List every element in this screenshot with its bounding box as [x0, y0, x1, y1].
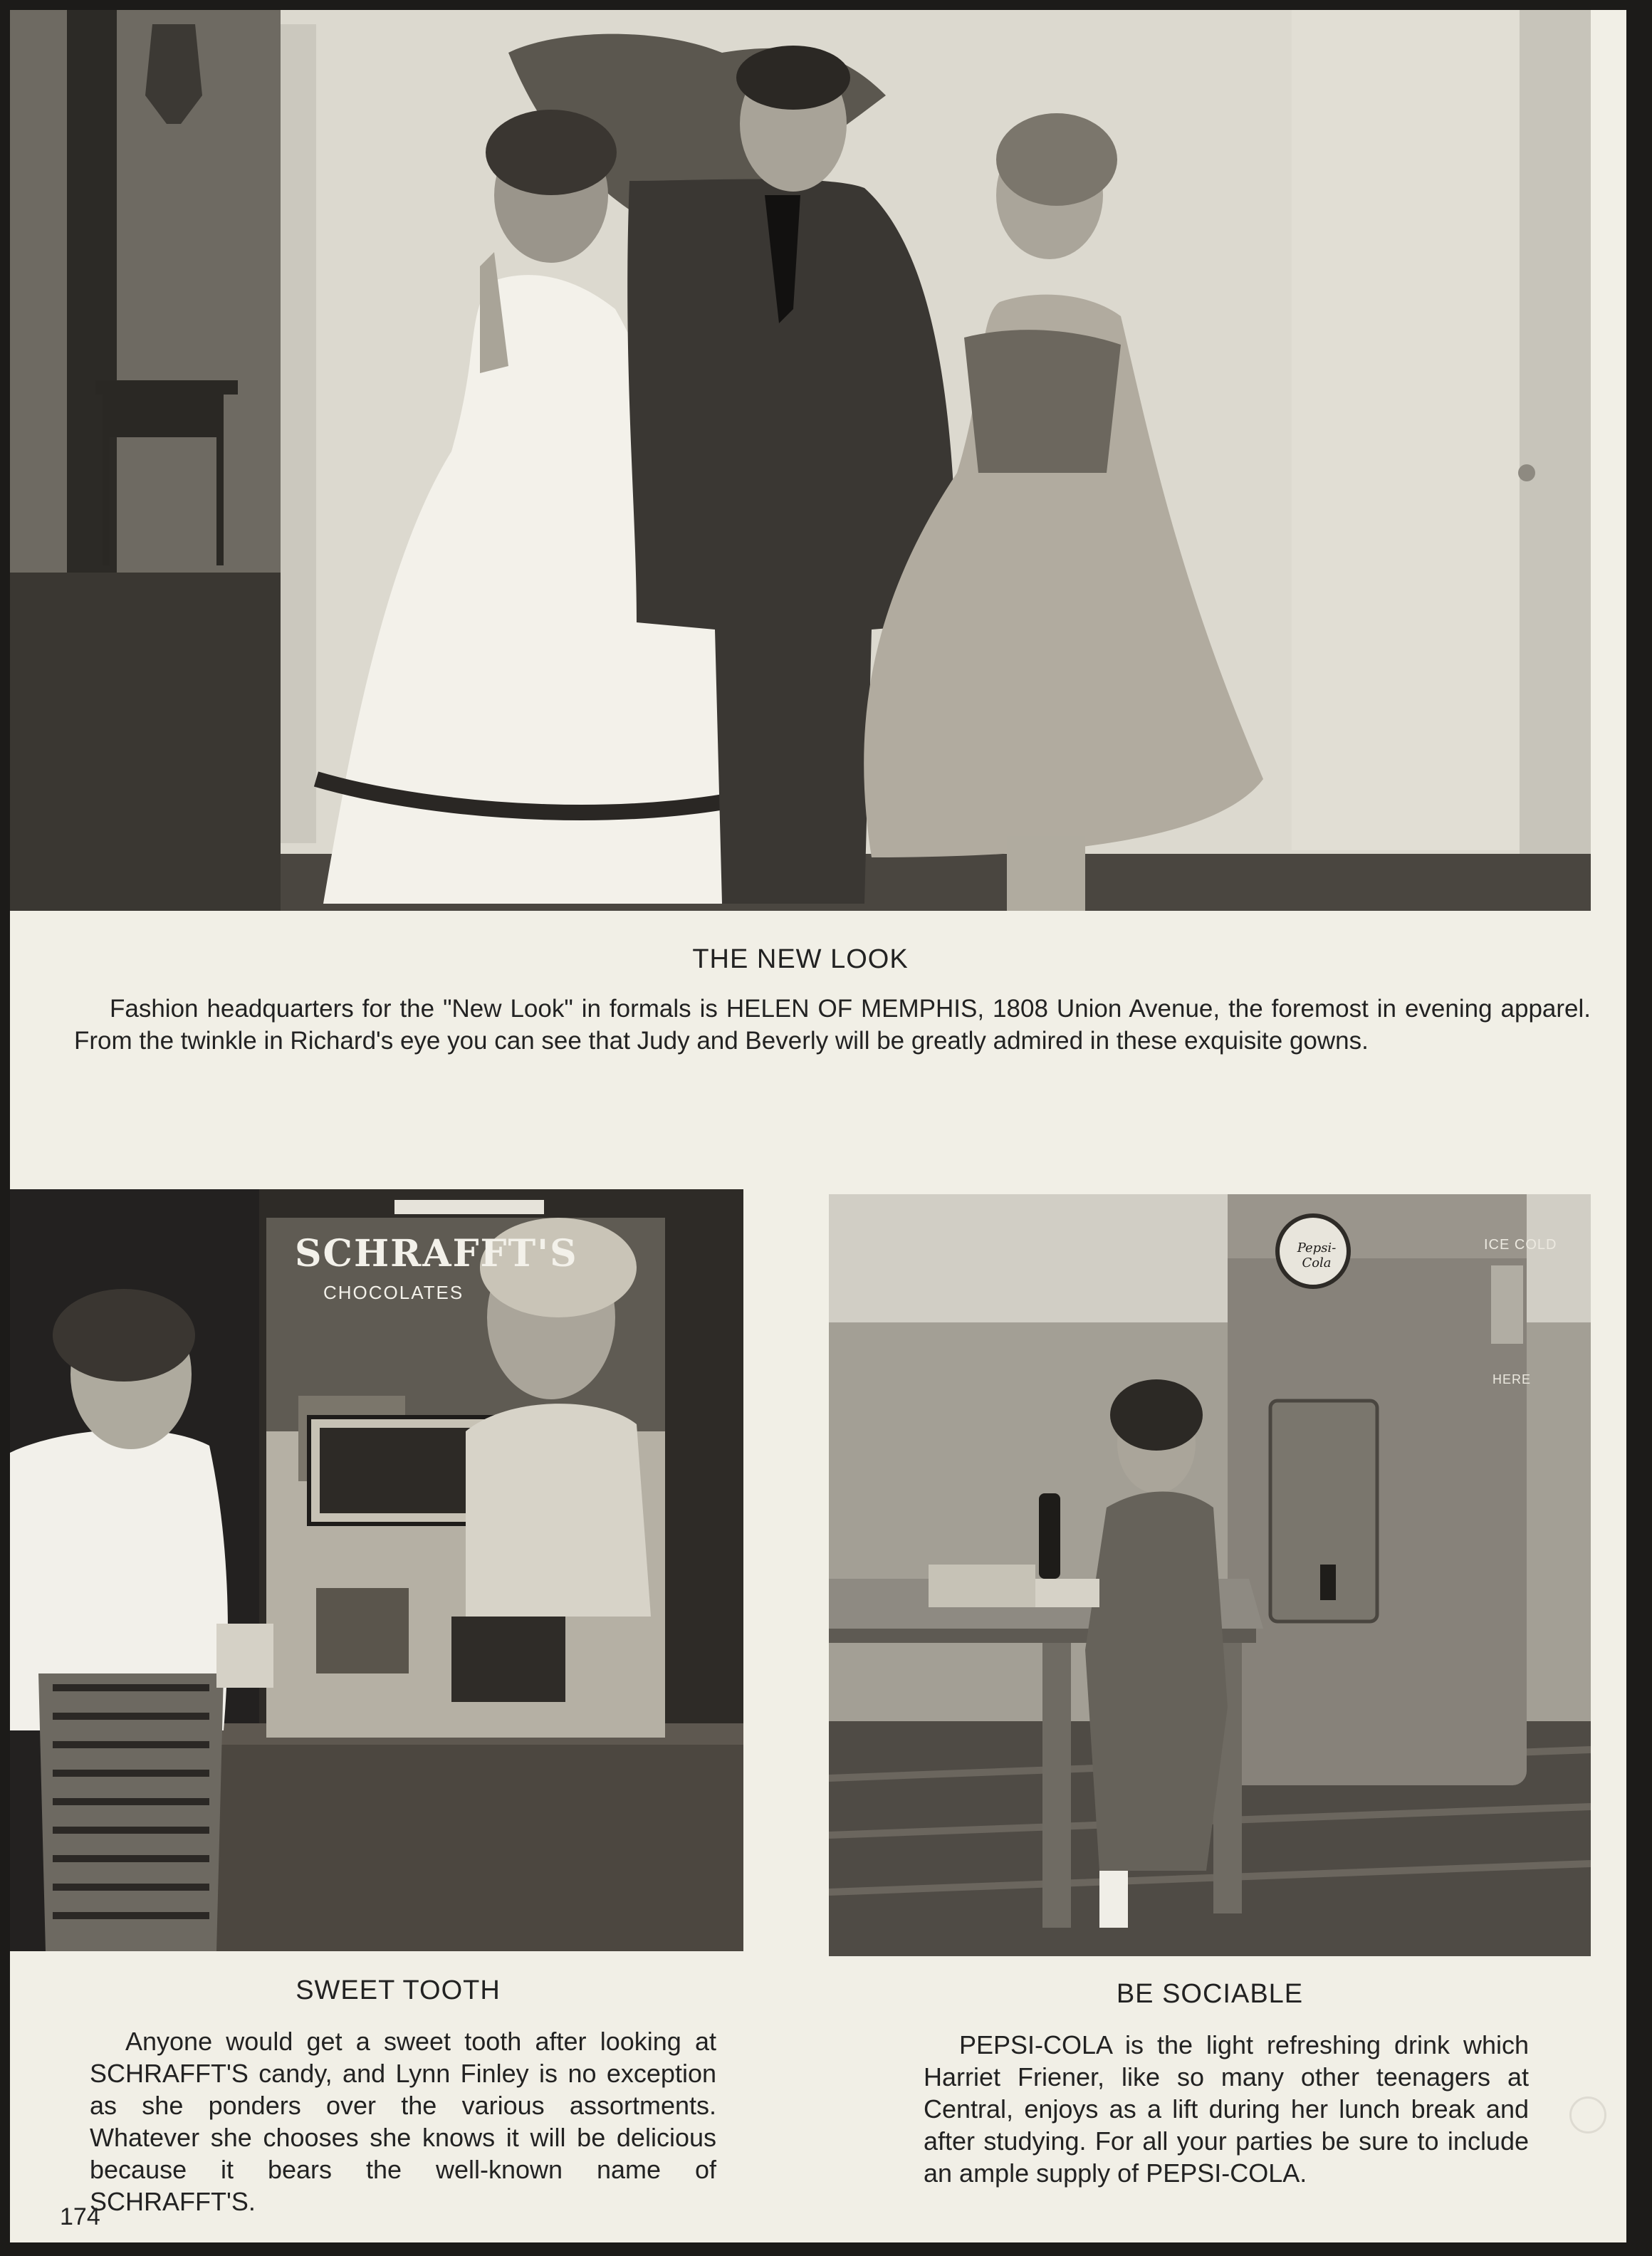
sweet-tooth-body: Anyone would get a sweet tooth after looking at SCHRAFFT'S candy, and Lynn Finley is no exception as she ponders over the various assortments. Whatever she chooses she knows it will be delicious because it bears the well-known name of SCHRAFFT'S.: [90, 2027, 716, 2216]
pepsi-logo: Pepsi-Cola: [1297, 1241, 1337, 1270]
new-look-photo: [10, 10, 1591, 911]
be-sociable-body: PEPSI-COLA is the light refreshing drink which Harriet Friener, like so many other teenagers at Central, enjoys as a lift during her lunch break and after studying. For all your parties be sure to include an ample supply of PEPSI-COLA.: [924, 2030, 1529, 2188]
ice-cold-label: ICE COLD: [1484, 1237, 1557, 1253]
new-look-title: THE NEW LOOK: [692, 944, 909, 974]
faint-emblem: [1569, 2096, 1606, 2134]
here-label: HERE: [1492, 1372, 1532, 1386]
schraffts-poster-sub: CHOCOLATES: [323, 1282, 464, 1303]
new-look-body: Fashion headquarters for the "New Look" in formals is HELEN OF MEMPHIS, 1808 Union Avenue, the foremost in evening apparel. From the twinkle in Richard's eye you can see that Judy and Beverly will be greatly admired in these exquisite gowns.: [74, 995, 1591, 1055]
sweet-tooth-title: SWEET TOOTH: [296, 1975, 501, 2005]
schraffts-poster-brand: SCHRAFFT'S: [295, 1232, 578, 1275]
page-number: 174: [60, 2203, 100, 2230]
be-sociable-title: BE SOCIABLE: [1116, 1979, 1304, 2009]
be-sociable-photo: [829, 1194, 1591, 1956]
yearbook-page: [10, 10, 1626, 2242]
sweet-tooth-photo: [10, 1189, 743, 1951]
